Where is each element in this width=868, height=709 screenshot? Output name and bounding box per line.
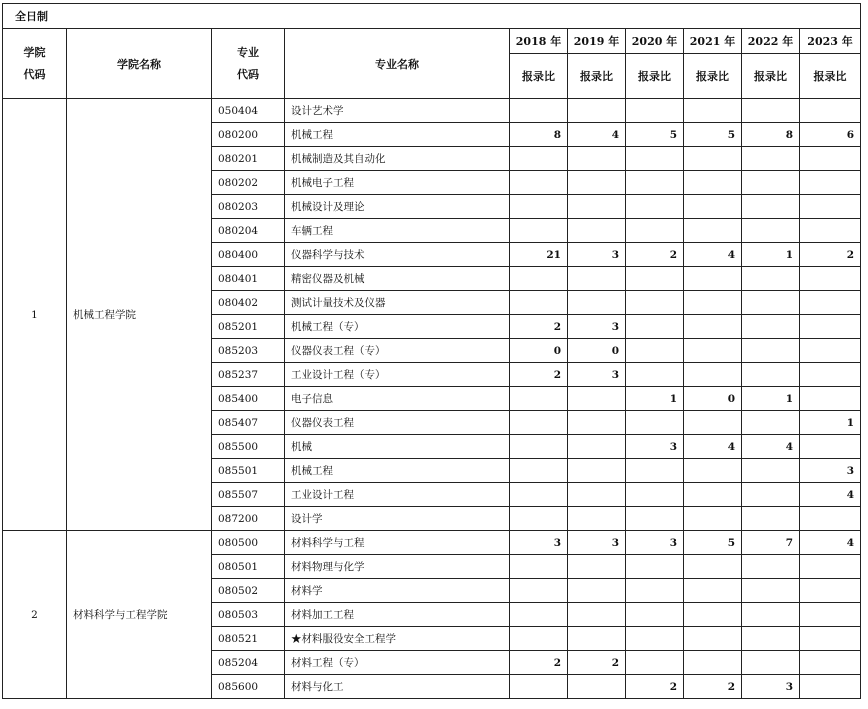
ratio-cell [626, 363, 684, 387]
major-name: 设计学 [285, 507, 510, 531]
ratio-cell [684, 651, 742, 675]
header-school-code [3, 29, 67, 99]
header-year-2: 2020 年 [626, 29, 684, 54]
ratio-cell [568, 387, 626, 411]
ratio-cell [684, 339, 742, 363]
header-year-3: 2021 年 [684, 29, 742, 54]
ratio-cell [510, 627, 568, 651]
ratio-cell [510, 291, 568, 315]
major-name: 机械电子工程 [285, 171, 510, 195]
major-name: 材料科学与工程 [285, 531, 510, 555]
ratio-cell [568, 267, 626, 291]
ratio-cell [626, 267, 684, 291]
ratio-cell [568, 171, 626, 195]
major-code: 080202 [212, 171, 285, 195]
ratio-cell: 2 [684, 675, 742, 699]
ratio-cell: 4 [684, 435, 742, 459]
ratio-cell [684, 147, 742, 171]
major-name: 设计艺术学 [285, 99, 510, 123]
header-school-code-line2: 代码 [23, 67, 46, 81]
ratio-cell: 3 [626, 531, 684, 555]
school-name: 机械工程学院 [67, 99, 212, 531]
ratio-cell [800, 675, 861, 699]
header-year-0: 2018 年 [510, 29, 568, 54]
ratio-cell [800, 579, 861, 603]
ratio-cell [568, 459, 626, 483]
ratio-cell [568, 579, 626, 603]
major-name: 测试计量技术及仪器 [285, 291, 510, 315]
major-code: 080503 [212, 603, 285, 627]
ratio-cell: 7 [742, 531, 800, 555]
ratio-cell [626, 339, 684, 363]
ratio-cell [742, 267, 800, 291]
ratio-cell: 3 [568, 531, 626, 555]
ratio-cell: 2 [626, 675, 684, 699]
ratio-cell [568, 603, 626, 627]
major-code: 080400 [212, 243, 285, 267]
ratio-cell [626, 291, 684, 315]
header-ratio-label: 报录比 [800, 54, 861, 99]
ratio-cell [510, 219, 568, 243]
major-name: 工业设计工程（专） [285, 363, 510, 387]
ratio-cell: 1 [626, 387, 684, 411]
ratio-cell: 21 [510, 243, 568, 267]
ratio-cell [742, 315, 800, 339]
ratio-cell: 4 [800, 531, 861, 555]
ratio-cell [510, 171, 568, 195]
ratio-cell: 4 [800, 483, 861, 507]
major-code: 080201 [212, 147, 285, 171]
ratio-cell [800, 555, 861, 579]
major-code: 085201 [212, 315, 285, 339]
ratio-cell [626, 411, 684, 435]
ratio-cell [742, 579, 800, 603]
ratio-cell [626, 195, 684, 219]
ratio-cell [800, 267, 861, 291]
ratio-cell [684, 411, 742, 435]
ratio-cell: 5 [626, 123, 684, 147]
ratio-cell [742, 99, 800, 123]
ratio-cell: 2 [510, 651, 568, 675]
ratio-cell: 2 [510, 363, 568, 387]
ratio-cell [568, 99, 626, 123]
ratio-cell [684, 459, 742, 483]
ratio-cell [510, 483, 568, 507]
ratio-cell [626, 651, 684, 675]
major-name: 机械制造及其自动化 [285, 147, 510, 171]
ratio-cell [800, 603, 861, 627]
header-major-name: 专业名称 [285, 29, 510, 99]
major-code: 085203 [212, 339, 285, 363]
header-year-1: 2019 年 [568, 29, 626, 54]
major-code: 080502 [212, 579, 285, 603]
table-row [3, 531, 861, 555]
major-code: 085501 [212, 459, 285, 483]
major-code: 085600 [212, 675, 285, 699]
major-code: 080402 [212, 291, 285, 315]
ratio-cell [742, 219, 800, 243]
ratio-cell [626, 459, 684, 483]
ratio-cell: 1 [800, 411, 861, 435]
major-name: 工业设计工程 [285, 483, 510, 507]
header-school-name: 学院名称 [67, 29, 212, 99]
header-major-code [212, 29, 285, 99]
ratio-cell [568, 195, 626, 219]
ratio-cell [800, 363, 861, 387]
ratio-cell [742, 627, 800, 651]
ratio-cell [510, 195, 568, 219]
ratio-cell [800, 435, 861, 459]
major-name: 材料物理与化学 [285, 555, 510, 579]
ratio-cell: 4 [568, 123, 626, 147]
admission-ratio-sheet [2, 3, 860, 699]
ratio-cell [742, 603, 800, 627]
ratio-cell [742, 147, 800, 171]
ratio-cell [626, 579, 684, 603]
ratio-cell [510, 675, 568, 699]
ratio-cell [800, 315, 861, 339]
major-code: 085507 [212, 483, 285, 507]
ratio-cell [742, 651, 800, 675]
ratio-cell [568, 555, 626, 579]
major-code: 080204 [212, 219, 285, 243]
major-name: 材料学 [285, 579, 510, 603]
ratio-cell: 8 [742, 123, 800, 147]
major-name: 机械工程 [285, 123, 510, 147]
ratio-cell: 0 [568, 339, 626, 363]
major-name: 机械工程（专） [285, 315, 510, 339]
ratio-cell [684, 603, 742, 627]
ratio-cell [510, 435, 568, 459]
ratio-cell [742, 195, 800, 219]
ratio-cell [684, 579, 742, 603]
header-ratio-label: 报录比 [510, 54, 568, 99]
ratio-cell [568, 507, 626, 531]
ratio-cell [684, 267, 742, 291]
header-major-code-line1: 专业 [237, 45, 259, 59]
header-ratio-label: 报录比 [568, 54, 626, 99]
ratio-cell: 5 [684, 123, 742, 147]
major-name: 机械 [285, 435, 510, 459]
header-year-4: 2022 年 [742, 29, 800, 54]
ratio-cell: 4 [742, 435, 800, 459]
header-school-code-line1: 学院 [23, 45, 46, 59]
ratio-cell: 6 [800, 123, 861, 147]
ratio-cell [568, 147, 626, 171]
major-code: 085204 [212, 651, 285, 675]
ratio-cell [568, 627, 626, 651]
major-name: 材料与化工 [285, 675, 510, 699]
major-name: 材料工程（专） [285, 651, 510, 675]
ratio-cell [510, 555, 568, 579]
major-name: 机械工程 [285, 459, 510, 483]
major-name: 精密仪器及机械 [285, 267, 510, 291]
ratio-cell [568, 435, 626, 459]
major-code: 080203 [212, 195, 285, 219]
ratio-cell [684, 315, 742, 339]
ratio-cell [800, 99, 861, 123]
school-code: 2 [3, 531, 67, 699]
ratio-cell: 2 [626, 243, 684, 267]
ratio-cell [684, 627, 742, 651]
ratio-cell [800, 195, 861, 219]
school-name: 材料科学与工程学院 [67, 531, 212, 699]
major-code: 080500 [212, 531, 285, 555]
ratio-cell [510, 459, 568, 483]
major-name: 材料加工工程 [285, 603, 510, 627]
ratio-cell [510, 603, 568, 627]
ratio-cell [626, 219, 684, 243]
ratio-cell [742, 411, 800, 435]
ratio-cell: 3 [742, 675, 800, 699]
ratio-cell [742, 483, 800, 507]
ratio-cell [510, 99, 568, 123]
ratio-cell [800, 339, 861, 363]
ratio-cell [742, 171, 800, 195]
major-name: ★材料服役安全工程学 [285, 627, 510, 651]
ratio-cell [684, 291, 742, 315]
ratio-cell [626, 627, 684, 651]
ratio-cell [626, 99, 684, 123]
ratio-cell [568, 411, 626, 435]
ratio-cell [800, 147, 861, 171]
major-code: 080401 [212, 267, 285, 291]
ratio-cell: 2 [800, 243, 861, 267]
major-code: 080501 [212, 555, 285, 579]
major-code: 085500 [212, 435, 285, 459]
ratio-cell [626, 507, 684, 531]
ratio-cell [510, 387, 568, 411]
ratio-cell: 2 [568, 651, 626, 675]
ratio-cell [626, 483, 684, 507]
ratio-cell [684, 99, 742, 123]
ratio-cell: 3 [568, 363, 626, 387]
ratio-cell [684, 195, 742, 219]
major-code: 050404 [212, 99, 285, 123]
major-code: 085237 [212, 363, 285, 387]
ratio-cell: 5 [684, 531, 742, 555]
major-code: 085400 [212, 387, 285, 411]
header-year-5: 2023 年 [800, 29, 861, 54]
ratio-cell [568, 219, 626, 243]
ratio-cell [742, 555, 800, 579]
ratio-cell [510, 411, 568, 435]
ratio-cell [684, 171, 742, 195]
ratio-cell [742, 459, 800, 483]
major-name: 车辆工程 [285, 219, 510, 243]
ratio-cell [742, 363, 800, 387]
ratio-cell: 4 [684, 243, 742, 267]
header-ratio-label: 报录比 [684, 54, 742, 99]
admission-ratio-table [2, 3, 861, 699]
ratio-cell [510, 507, 568, 531]
ratio-cell [626, 147, 684, 171]
table-row [3, 99, 861, 123]
header-ratio-label: 报录比 [626, 54, 684, 99]
ratio-cell [800, 387, 861, 411]
ratio-cell: 3 [568, 315, 626, 339]
ratio-cell [684, 555, 742, 579]
ratio-cell [684, 219, 742, 243]
ratio-cell [626, 603, 684, 627]
major-name: 仪器仪表工程（专） [285, 339, 510, 363]
ratio-cell [568, 675, 626, 699]
major-name: 电子信息 [285, 387, 510, 411]
ratio-cell: 3 [800, 459, 861, 483]
ratio-cell [626, 315, 684, 339]
header-ratio-label: 报录比 [742, 54, 800, 99]
ratio-cell [626, 171, 684, 195]
ratio-cell [568, 483, 626, 507]
ratio-cell [742, 507, 800, 531]
ratio-cell: 3 [626, 435, 684, 459]
ratio-cell [742, 291, 800, 315]
ratio-cell: 0 [510, 339, 568, 363]
major-name: 机械设计及理论 [285, 195, 510, 219]
ratio-cell [568, 291, 626, 315]
ratio-cell [510, 147, 568, 171]
major-name: 仪器科学与技术 [285, 243, 510, 267]
major-code: 080200 [212, 123, 285, 147]
ratio-cell [800, 627, 861, 651]
school-code: 1 [3, 99, 67, 531]
ratio-cell: 2 [510, 315, 568, 339]
ratio-cell [684, 483, 742, 507]
ratio-cell: 3 [568, 243, 626, 267]
ratio-cell: 3 [510, 531, 568, 555]
major-code: 080521 [212, 627, 285, 651]
ratio-cell [800, 291, 861, 315]
ratio-cell [800, 171, 861, 195]
ratio-cell: 0 [684, 387, 742, 411]
ratio-cell: 8 [510, 123, 568, 147]
ratio-cell [626, 555, 684, 579]
ratio-cell [510, 267, 568, 291]
ratio-cell [800, 507, 861, 531]
ratio-cell [800, 651, 861, 675]
ratio-cell [742, 339, 800, 363]
ratio-cell [510, 579, 568, 603]
header-major-code-line2: 代码 [237, 67, 259, 81]
table-caption: 全日制 [3, 4, 861, 29]
ratio-cell: 1 [742, 243, 800, 267]
ratio-cell [684, 363, 742, 387]
ratio-cell [684, 507, 742, 531]
major-code: 085407 [212, 411, 285, 435]
ratio-cell [800, 219, 861, 243]
ratio-cell: 1 [742, 387, 800, 411]
major-name: 仪器仪表工程 [285, 411, 510, 435]
major-code: 087200 [212, 507, 285, 531]
